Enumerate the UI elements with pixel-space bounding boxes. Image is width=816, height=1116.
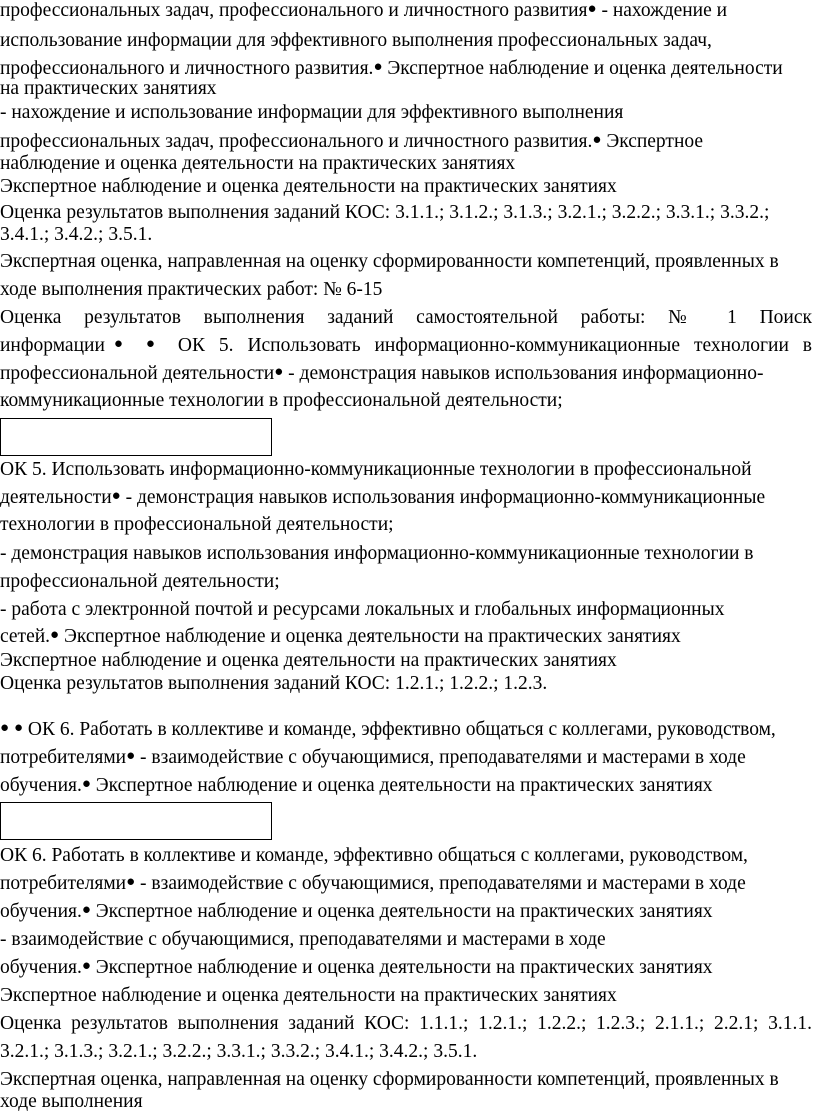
text-line: - работа с электронной почтой и ресурсами локальных и глобальных информационных: [0, 599, 725, 620]
bullet-icon: ●: [111, 488, 121, 504]
bullet-icon: ●: [50, 627, 60, 643]
bullet-icon: ●: [81, 958, 91, 974]
text-line: Экспертное наблюдение и оценка деятельности на практических занятиях: [0, 650, 617, 671]
text-line: Экспертная оценка, направленная на оценку сформированности компетенций, проявленных в: [0, 251, 779, 272]
text-line: Оценка результатов выполнения заданий самостоятельной работы: № 1 Поиск: [0, 307, 812, 328]
text-line: потребителями● - взаимодействие с обучающимися, преподавателями и мастерами в ходе: [0, 873, 746, 894]
empty-table-cell: [0, 802, 272, 840]
text-line: Экспертное наблюдение и оценка деятельности на практических занятиях: [0, 985, 617, 1006]
text-line: на практических занятиях: [0, 78, 217, 99]
bullet-icon: ●: [274, 364, 284, 380]
bullet-icon: ●: [587, 1, 597, 17]
text-line: ходе выполнения практических работ: № 6-15: [0, 279, 383, 300]
text-line: 3.4.1.; 3.4.2.; 3.5.1.: [0, 224, 153, 245]
text-line: наблюдение и оценка деятельности на практических занятиях: [0, 153, 516, 174]
text-line: Оценка результатов выполнения заданий КОС: 1.1.1.; 1.2.1.; 1.2.2.; 1.2.3.; 2.1.1.; 2.2.1; 3.1.1.: [0, 1013, 812, 1034]
bullet-icon: ●: [126, 874, 136, 890]
bullet-icon: ●: [373, 59, 383, 75]
text-line: профессиональной деятельности;: [0, 571, 280, 592]
bullet-icon: ●: [592, 132, 602, 148]
text-line: Оценка результатов выполнения заданий КОС: 1.2.1.; 1.2.2.; 1.2.3.: [0, 673, 548, 694]
text-line: Оценка результатов выполнения заданий КОС: 3.1.1.; 3.1.2.; 3.1.3.; 3.2.1.; 3.2.2.; 3.3.1.; 3.3.2.;: [0, 202, 770, 223]
text-line: Экспертное наблюдение и оценка деятельности на практических занятиях: [0, 176, 617, 197]
text-line: обучения.● Экспертное наблюдение и оценка деятельности на практических занятиях: [0, 775, 713, 796]
text-line: технологии в профессиональной деятельности;: [0, 514, 394, 535]
bullet-icon: ●: [145, 336, 165, 352]
text-line: ОК 6. Работать в коллективе и команде, эффективно общаться с коллегами, руководством,: [0, 845, 748, 866]
text-line: 3.2.1.; 3.1.3.; 3.2.1.; 3.2.2.; 3.3.1.; 3.3.2.; 3.4.1.; 3.4.2.; 3.5.1.: [0, 1041, 478, 1062]
text-line: деятельности● - демонстрация навыков использования информационно-коммуникационные: [0, 487, 766, 508]
bullet-icon: ●: [13, 720, 23, 736]
bullet-icon: ●: [104, 336, 133, 352]
text-line: коммуникационные технологии в профессиональной деятельности;: [0, 390, 563, 411]
text-line: обучения.● Экспертное наблюдение и оценка деятельности на практических занятиях: [0, 901, 713, 922]
text-line: профессиональных задач, профессионального и личностного развития.● Экспертное: [0, 131, 704, 152]
text-line: профессиональной деятельности● - демонстрация навыков использования информационно-: [0, 363, 764, 384]
text-line: потребителями● - взаимодействие с обучающимися, преподавателями и мастерами в ходе: [0, 747, 746, 768]
text-line: ● ● ОК 6. Работать в коллективе и команде, эффективно общаться с коллегами, руководством,: [0, 719, 776, 740]
bullet-icon: ●: [81, 902, 91, 918]
text-line: - демонстрация навыков использования информационно-коммуникационные технологии в: [0, 543, 754, 564]
text-line: профессиональных задач, профессионального и личностного развития● - нахождение и: [0, 0, 728, 21]
text-line: ходе выполнения: [0, 1091, 143, 1112]
text-line: обучения.● Экспертное наблюдение и оценка деятельности на практических занятиях: [0, 957, 713, 978]
text-line: Экспертная оценка, направленная на оценку сформированности компетенций, проявленных в: [0, 1069, 779, 1090]
bullet-icon: ●: [126, 748, 136, 764]
empty-table-cell: [0, 418, 272, 456]
text-line: сетей.● Экспертное наблюдение и оценка деятельности на практических занятиях: [0, 626, 681, 647]
text-line: - нахождение и использование информации для эффективного выполнения: [0, 102, 624, 123]
text-line: профессионального и личностного развития.● Экспертное наблюдение и оценка деятельности: [0, 58, 783, 79]
text-line: информации● ● ОК 5. Использовать информационно-коммуникационные технологии в: [0, 335, 813, 356]
bullet-icon: ●: [0, 720, 10, 736]
bullet-icon: ●: [81, 776, 91, 792]
text-line: ОК 5. Использовать информационно-коммуникационные технологии в профессиональной: [0, 459, 752, 480]
text-line: использование информации для эффективного выполнения профессиональных задач,: [0, 30, 712, 51]
text-line: - взаимодействие с обучающимися, преподавателями и мастерами в ходе: [0, 929, 606, 950]
